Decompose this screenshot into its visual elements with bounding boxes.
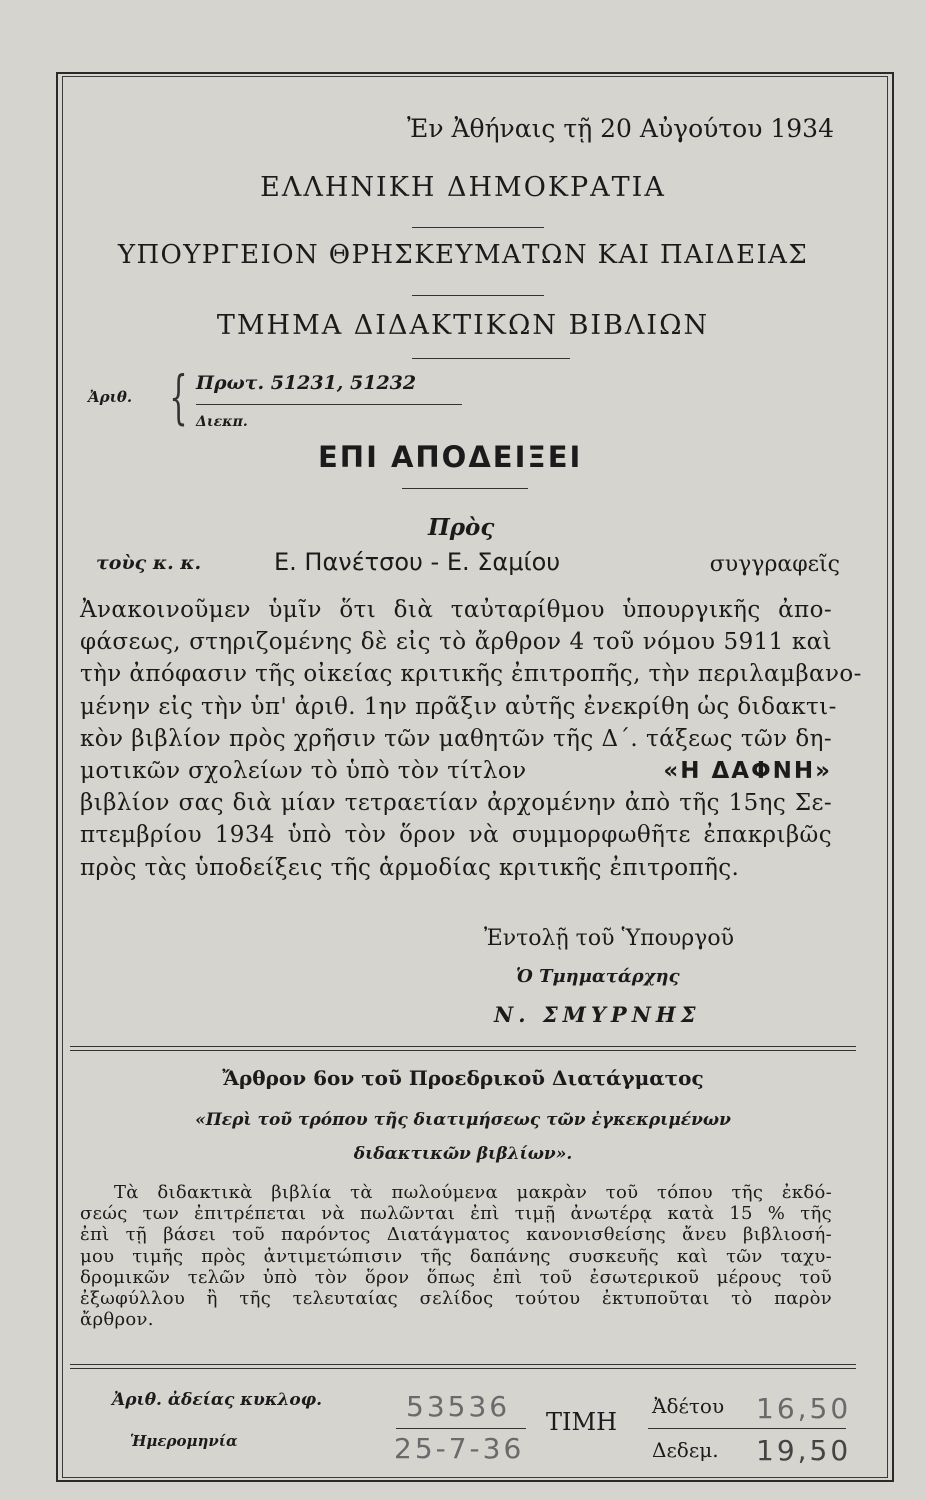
article-subtitle: διδακτικῶν βιβλίων».	[353, 1144, 573, 1164]
ministry-heading: ΥΠΟΥΡΓΕΙΟΝ ΘΡΗΣΚΕΥΜΑΤΩΝ ΚΑΙ ΠΑΙΔΕΙΑΣ	[117, 240, 809, 270]
body-line: φάσεως, στηριζομένης δὲ εἰς τὸ ἄρθρον 4 τοῦ νόμου 5911 καὶ	[80, 629, 832, 656]
article-subtitle: «Περὶ τοῦ τρόπου τῆς διατιμήσεως τῶν ἐγκεκριμένων	[195, 1110, 731, 1130]
date-value: 25-7-36	[394, 1432, 525, 1465]
article-line: σεώς των ἐπιτρέπεται νὰ πωλῶνται ἐπὶ τιμῇ ἀνωτέρᾳ κατὰ 15 % τῆς	[80, 1203, 832, 1225]
body-line: πτεμβρίου 1934 ὑπὸ τὸν ὅρον νὰ συμμορφωθῆτε ἐπακριβῶς	[80, 822, 832, 849]
ref-label: Ἀριθ.	[88, 388, 133, 406]
permit-number: 53536	[406, 1390, 511, 1423]
letter-body	[80, 594, 862, 884]
signature-name: Ν. ΣΜΥΡΝΗΣ	[494, 1002, 701, 1027]
divider	[412, 358, 570, 359]
body-line: βιβλίον σας διὰ μίαν τετραετίαν ἀρχομένην ἀπὸ τῆς 15ης Σε-	[80, 790, 832, 817]
addressee-role: συγγραφεῖς	[709, 552, 840, 577]
book-title: «Η ΔΑΦΝΗ»	[663, 758, 832, 785]
body-line	[80, 755, 832, 787]
divider	[402, 488, 528, 489]
protocol-number: Πρωτ. 51231, 51232	[196, 372, 417, 394]
date-label: Ἡμερομηνία	[130, 1432, 238, 1450]
body-line: μένην εἰς τὴν ὑπ' ἀριθ. 1ην πρᾶξιν αὐτῆς ἐνεκρίθη ὡς διδακτι-	[80, 693, 837, 720]
footer-divider	[396, 1428, 526, 1429]
article-body	[80, 1182, 832, 1330]
body-line: Ἀνακοινοῦμεν ὑμῖν ὅτι διὰ ταὐταρίθμου ὑπουργικῆς ἀπο-	[80, 597, 832, 623]
brace: {	[169, 363, 188, 431]
permit-label: Ἀριθ. ἀδείας κυκλοφ.	[112, 1390, 323, 1410]
divider	[412, 227, 544, 228]
article-line: μου τιμῆς πρὸς ἀντιμετώπισιν τῆς δαπάνης συσκευῆς καὶ τῶν ταχυ-	[80, 1245, 832, 1267]
addressee-names: Ε. Πανέτσου - Ε. Σαμίου	[274, 548, 561, 576]
receipt-heading: ΕΠΙ ΑΠΟΔΕΙΞΕΙ	[318, 440, 583, 474]
unbound-price: 16,50	[756, 1392, 852, 1425]
body-line-text: μοτικῶν σχολείων τὸ ὑπὸ τὸν τίτλον	[80, 758, 527, 785]
signature-order: Ἐντολῇ τοῦ Ὑπουργοῦ	[484, 926, 734, 951]
body-line: τὴν ἀπόφασιν τῆς οἰκείας κριτικῆς ἐπιτροπῆς, τὴν περιλαμβανο-	[80, 661, 862, 688]
price-label: ΤΙΜΗ	[546, 1408, 617, 1436]
diekp-label: Διεκπ.	[196, 414, 248, 430]
pros-label: Πρὸς	[428, 514, 495, 541]
article-line: ἐξωφύλλου ἢ τῆς τελευταίας σελίδος τούτου ἐκτυποῦται τὸ παρὸν	[80, 1288, 832, 1310]
unbound-label: Ἀδέτου	[652, 1394, 725, 1418]
body-line: κὸν βιβλίον πρὸς χρῆσιν τῶν μαθητῶν τῆς Δ΄. τάξεως τῶν δη-	[80, 725, 832, 752]
date-line: Ἐν Ἀθήναις τῇ 20 Αὐγούτου 1934	[407, 114, 834, 143]
signature-title: Ὁ Τμηματάρχης	[516, 966, 680, 987]
tous-label: τοὺς κ. κ.	[96, 552, 202, 574]
article-line: Τὰ διδακτικὰ βιβλία τὰ πωλούμενα μακρὰν τοῦ τόπου τῆς ἐκδό-	[114, 1182, 832, 1203]
state-heading: ΕΛΛΗΝΙΚΗ ΔΗΜΟΚΡΑΤΙΑ	[260, 172, 666, 203]
bound-price: 19,50	[756, 1434, 852, 1467]
footer-divider	[648, 1428, 846, 1429]
body-line: πρὸς τὰς ὑποδείξεις τῆς ἁρμοδίας κριτικῆς ἐπιτροπῆς.	[80, 854, 740, 881]
article-heading: Ἄρθρον 6ον τοῦ Προεδρικοῦ Διατάγματος	[222, 1066, 704, 1090]
double-divider	[70, 1046, 856, 1051]
article-line: ἄρθρον.	[80, 1309, 154, 1331]
article-line: ἐπὶ τῇ βάσει τοῦ παρόντος Διατάγματος κανονισθείσης ἄνευ βιβλιοσή-	[80, 1224, 832, 1246]
double-divider	[70, 1364, 856, 1369]
department-heading: ΤΜΗΜΑ ΔΙΔΑΚΤΙΚΩΝ ΒΙΒΛΙΩΝ	[216, 310, 710, 341]
divider	[412, 295, 544, 296]
ref-divider	[196, 404, 462, 405]
bound-label: Δεδεμ.	[652, 1438, 719, 1462]
article-line: δρομικῶν τελῶν ὑπὸ τὸν ὅρον ὅπως ἐπὶ τοῦ ἐσωτερικοῦ μέρους τοῦ	[80, 1266, 832, 1288]
